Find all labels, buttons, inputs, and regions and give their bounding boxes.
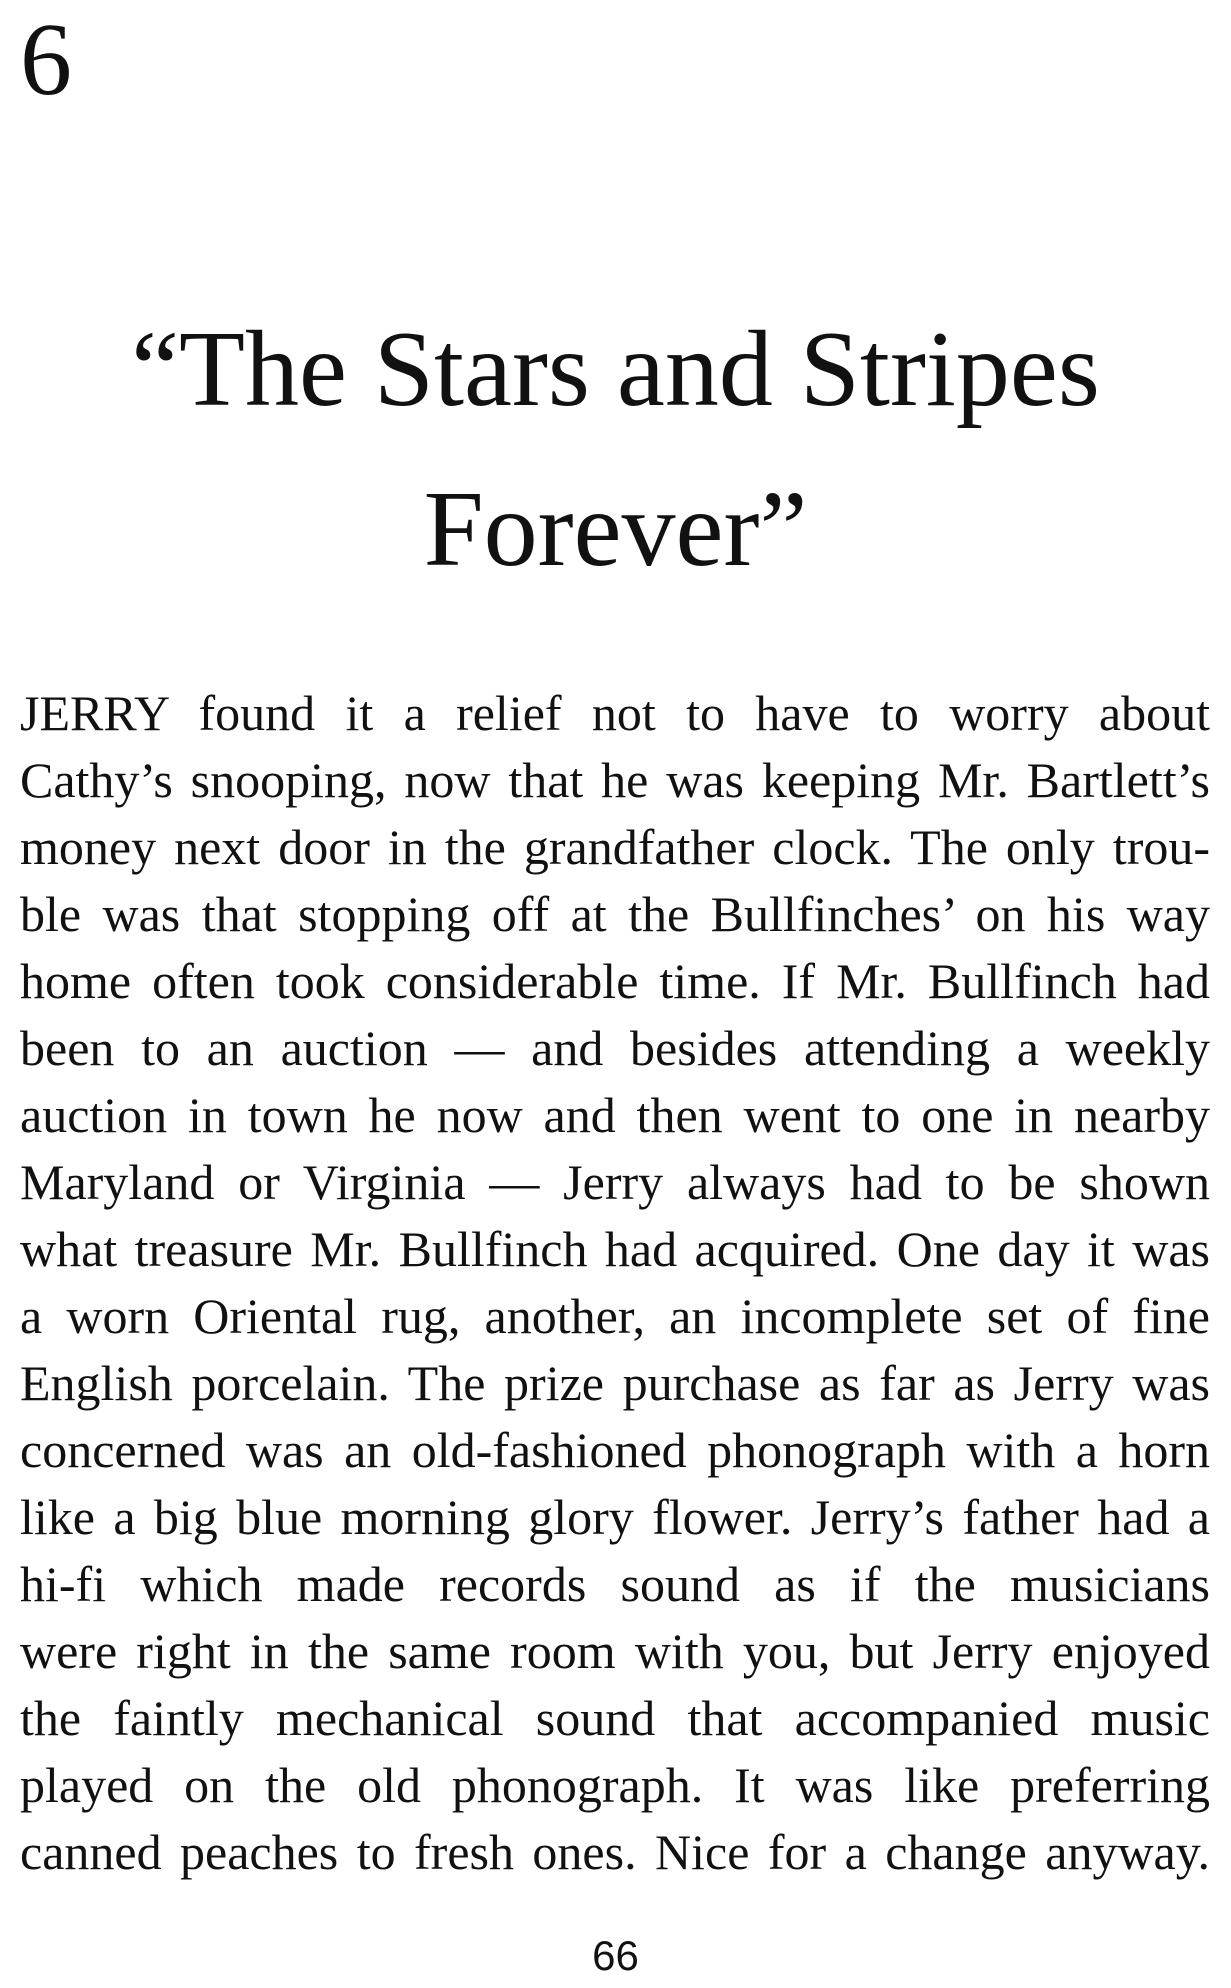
page-number: 66 bbox=[592, 1932, 639, 1979]
chapter-number: 6 bbox=[20, 2, 72, 117]
text-line: hi-fi which made records sound as if the musicians bbox=[20, 1556, 1210, 1612]
text-line: a worn Oriental rug, another, an incomplete set of fine bbox=[20, 1288, 1210, 1344]
chapter-title-line: “The Stars and Stripes bbox=[131, 310, 1100, 429]
text-line: concerned was an old-fashioned phonograph with a horn bbox=[20, 1422, 1210, 1478]
text-line: were right in the same room with you, but Jerry enjoyed bbox=[20, 1623, 1210, 1679]
text-line: canned peaches to fresh ones. Nice for a change anyway. bbox=[20, 1824, 1210, 1880]
text-line: JERRY found it a relief not to have to worry about bbox=[20, 685, 1210, 741]
text-line: Cathy’s snooping, now that he was keeping Mr. Bartlett’s bbox=[20, 752, 1210, 808]
text-line: like a big blue morning glory flower. Jerry’s father had a bbox=[20, 1489, 1210, 1545]
text-line: auction in town he now and then went to one in nearby bbox=[20, 1087, 1210, 1143]
text-line: Maryland or Virginia — Jerry always had to be shown bbox=[20, 1154, 1210, 1210]
body-paragraph bbox=[20, 680, 1210, 1886]
text-line: ble was that stopping off at the Bullfinches’ on his way bbox=[20, 886, 1210, 942]
text-line: played on the old phonograph. It was like preferring bbox=[20, 1757, 1210, 1813]
chapter-title-line: Forever” bbox=[423, 470, 808, 589]
text-line: home often took considerable time. If Mr. Bullfinch had bbox=[20, 953, 1210, 1009]
text-line: English porcelain. The prize purchase as far as Jerry was bbox=[20, 1355, 1210, 1411]
text-line: been to an auction — and besides attending a weekly bbox=[20, 1020, 1210, 1076]
text-line: what treasure Mr. Bullfinch had acquired. One day it was bbox=[20, 1221, 1210, 1277]
text-line: the faintly mechanical sound that accompanied music bbox=[20, 1690, 1210, 1746]
chapter-title bbox=[0, 290, 1231, 610]
text-line: money next door in the grandfather clock. The only trou- bbox=[20, 819, 1210, 875]
